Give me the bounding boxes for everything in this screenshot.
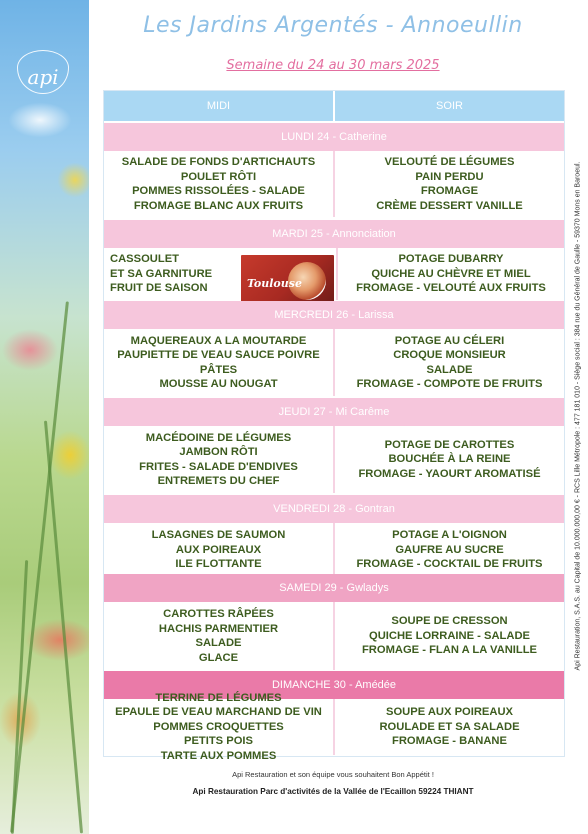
dish-line: SOUPE DE CRESSON [391,615,508,628]
dish-line: QUICHE LORRAINE - SALADE [369,629,530,642]
midi-cell [104,151,333,217]
midi-cell [104,426,333,493]
menu-table [103,90,565,762]
footer-greeting: Api Restauration et son équipe vous souhaitent Bon Appétit ! [232,770,434,779]
dish-line: SALADE [426,363,473,376]
dish-line: CROQUE MONSIEUR [393,349,506,361]
page-title: Les Jardins Argentés - Annoeullin [143,13,523,38]
dish-line: ENTREMETS DU CHEF [157,475,280,487]
toulouse-promo-image [241,255,334,305]
dish-line: MAQUEREAUX A LA MOUTARDE [130,334,307,347]
dish-line: POTAGE AU CÉLERI [394,334,505,347]
day-bar: LUNDI 24 - Catherine [104,123,564,151]
day-bar: DIMANCHE 30 - Amédée [104,671,564,699]
legal-notice-text: Api Restauration, S.A.S. au Capital de 10.000.000,00 € - RCS Lille Métropole : 477 181 010 - Siège social : 384 rue du Général de Gaulle - 59370 Mons en Baroeul. [574,161,582,671]
meal-row [104,691,564,762]
dish-line: POTAGE DUBARRY [398,253,504,266]
midi-cell [104,691,333,762]
day-bar: MARDI 25 - Annonciation [104,220,564,248]
week-subtitle: Semaine du 24 au 30 mars 2025 [226,58,440,73]
midi-cell [104,602,333,670]
column-header-row [104,91,564,121]
dish-line: GLACE [198,651,239,664]
soir-cell [333,426,564,493]
dish-line: POTAGE A L'OIGNON [392,529,507,542]
dish-line: MOUSSE AU NOUGAT [159,378,278,390]
midi-cell [104,523,333,577]
dish-line: SALADE DE FONDS D'ARTICHAUTS [121,156,316,168]
soir-cell [336,248,564,300]
soir-cell [333,602,564,670]
soir-cell [333,523,564,577]
dish-line: CAROTTES RÂPÉES [163,608,274,620]
dish-line: TARTE AUX POMMES [160,749,277,762]
dish-line: FROMAGE - YAOURT AROMATISÉ [358,467,541,480]
dish-line: BOUCHÉE À LA REINE [388,453,511,466]
dish-line: POMMES RISSOLÉES - SALADE [132,185,305,197]
dish-line: FROMAGE - FLAN A LA VANILLE [361,644,538,657]
dish-line: FRUIT DE SAISON [110,282,208,295]
soir-cell [333,151,564,217]
day-bar: JEUDI 27 - Mi Carême [104,398,564,426]
dish-line: MACÉDOINE DE LÉGUMES [145,431,292,444]
meal-row [104,151,564,217]
dish-line: POULET RÔTI [180,170,257,183]
dish-line: ET SA GARNITURE [110,267,213,280]
column-header-midi: MIDI [206,100,231,112]
dish-line: CRÈME DESSERT VANILLE [376,199,523,212]
midi-cell [104,329,333,396]
dish-line: JAMBON RÔTI [179,446,258,458]
dish-line: FROMAGE [420,185,479,197]
dish-line: VELOUTÉ DE LÉGUMES [384,156,515,168]
dish-line: FROMAGE - BANANE [392,735,507,748]
dish-line: CASSOULET [110,253,179,266]
dish-line: POMMES CROQUETTES [153,720,284,733]
dish-line: ROULADE ET SA SALADE [379,720,520,733]
dish-line: PAIN PERDU [415,170,484,183]
dish-line: FROMAGE - VELOUTÉ AUX FRUITS [356,282,546,295]
dish-line: ILE FLOTTANTE [175,558,262,571]
dish-line: LASAGNES DE SAUMON [151,529,286,542]
meal-row [104,248,564,300]
flower-photo [0,0,89,834]
dish-line: QUICHE AU CHÈVRE ET MIEL [371,267,531,280]
footer-address: Api Restauration Parc d'activités de la Vallée de l'Ecaillon 59224 THIANT [192,787,474,796]
dish-line: FROMAGE - COMPOTE DE FRUITS [356,378,543,390]
dish-line: FROMAGE - COCKTAIL DE FRUITS [356,558,543,571]
dish-line: POTAGE DE CAROTTES [384,438,515,451]
day-bar: MERCREDI 26 - Larissa [104,301,564,329]
column-header-soir: SOIR [333,91,564,121]
soir-cell [333,699,564,755]
dish-line: GAUFRE AU SUCRE [395,543,504,556]
dish-line: PÂTES [199,363,238,376]
meal-row [104,329,564,396]
dish-line: AUX POIREAUX [175,543,262,556]
dish-line: PAUPIETTE DE VEAU SAUCE POIVRE [117,349,320,361]
dish-line: TERRINE DE LÉGUMES [155,691,282,704]
dish-line: EPAULE DE VEAU MARCHAND DE VIN [115,706,322,719]
day-bar: VENDREDI 28 - Gontran [104,495,564,523]
dish-line: HACHIS PARMENTIER [158,622,279,635]
dish-line: PETITS POIS [183,735,253,748]
day-bar: SAMEDI 29 - Gwladys [104,574,564,602]
api-logo: api [17,50,69,94]
dish-line: SALADE [195,637,242,649]
soir-cell [333,329,564,396]
dish-line: FRITES - SALADE D'ENDIVES [139,460,298,473]
dish-line: FROMAGE BLANC AUX FRUITS [133,199,304,212]
promo-label: Toulouse [247,277,302,290]
meal-row [104,426,564,493]
meal-row [104,523,564,577]
meal-row [104,602,564,670]
dish-line: SOUPE AUX POIREAUX [385,706,514,719]
